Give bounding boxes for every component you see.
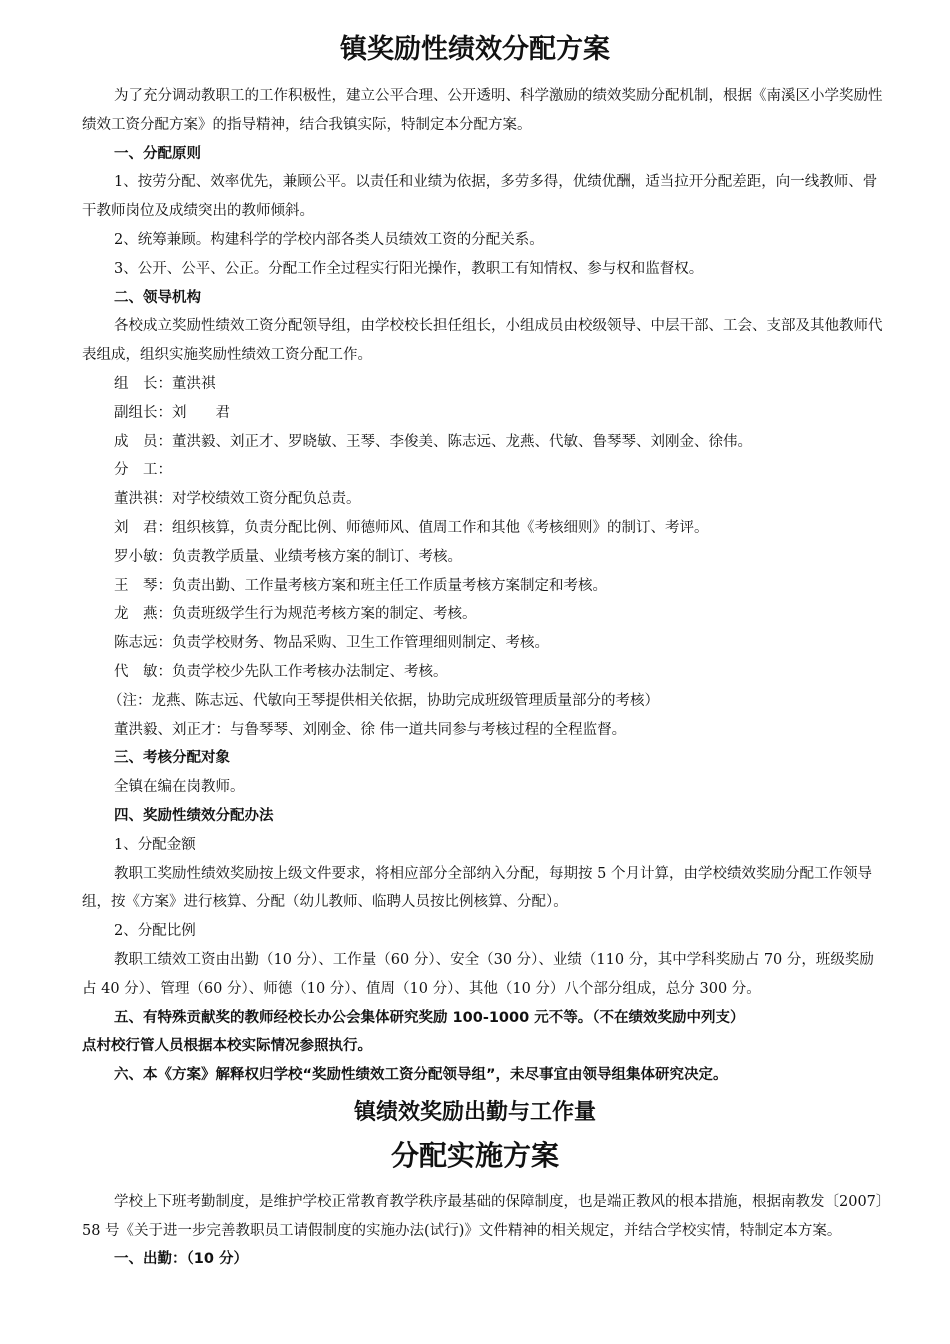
principle-3: 3、公开、公平、公正。分配工作全过程实行阳光操作，教职工有知情权、参与权和监督权。 [114,260,704,277]
target-paragraph: 全镇在编在岗教师。 [114,779,245,796]
principle-1: 1、按劳分配、效率优先，兼顾公平。以责任和业绩为依据，多劳多得，优绩优酬，适当拉开分配差距，向一线教师、骨干教师岗位及成绩突出的教师倾斜。 [82,174,878,220]
doc-title: 镇奖励性绩效分配方案 [340,34,610,65]
subheading-amount: 1、分配金额 [114,836,196,853]
note-line: （注：龙燕、陈志远、代敏向王琴提供相关依据，协助完成班级管理质量部分的考核） [108,692,659,709]
members-line: 成 员：董洪毅、刘正才、罗晓敏、王琴、李俊美、陈志远、龙燕、代敏、鲁琴琴、刘刚金、徐伟。 [114,433,752,450]
duty-line: 王 琴：负责出勤、工作量考核方案和班主任工作质量考核方案制定和考核。 [114,577,607,594]
section-6-line: 六、本《方案》解释权归学校“奖励性绩效工资分配领导组”，未尽事宜由领导组集体研究决定。 [114,1067,728,1084]
duty-line: 陈志远：负责学校财务、物品采购、卫生工作管理细则制定、考核。 [114,635,549,652]
duty-line: 刘 君：组织核算，负责分配比例、师德师风、值周工作和其他《考核细则》的制订、考评。 [114,519,709,536]
section-heading-2: 二、领导机构 [114,289,201,306]
duty-line: 董洪毅、刘正才：与鲁琴琴、刘刚金、徐 伟一道共同参与考核过程的全程监督。 [114,721,627,738]
leadership-intro: 各校成立奖励性绩效工资分配领导组，由学校校长担任组长，小组成员由校级领导、中层干部、工会、支部及其他教师代表组成，组织实施奖励性绩效工资分配工作。 [82,318,883,364]
amount-paragraph: 教职工奖励性绩效奖励按上级文件要求，将相应部分全部纳入分配，每期按 5 个月计算，由学校绩效奖励分配工作领导组，按《方案》进行核算、分配（幼儿教师、临聘人员按比例核算、分配）。 [82,865,872,911]
subheading-ratio: 2、分配比例 [114,923,196,940]
section-heading-3: 三、考核分配对象 [114,750,230,767]
ratio-paragraph: 教职工绩效工资由出勤（10 分）、工作量（60 分）、安全（30 分）、业绩（110 分，其中学科奖励占 70 分，班级奖励占 40 分）、管理（60 分）、师德（10 分）、值周（10 分）、其他（10 分）八个部分组成，总分 300 分。 [82,951,874,997]
duty-line: 董洪祺：对学校绩效工资分配负总责。 [114,491,361,508]
section-heading-1: 一、分配原则 [114,145,201,162]
section-5-note: 点村校行管人员根据本校实际情况参照执行。 [82,1038,372,1055]
section-heading-4: 四、奖励性绩效分配办法 [114,807,274,824]
duty-line: 罗小敏：负责教学质量、业绩考核方案的制订、考核。 [114,548,462,565]
second-doc-intro: 学校上下班考勤制度，是维护学校正常教育教学秩序最基础的保障制度，也是端正教风的根本措施，根据南教发〔2007〕58 号《关于进一步完善教职员工请假制度的实施办法(试行)》文件精神的相关规定，并结合学校实情，特制定本方案。 [82,1193,884,1239]
duty-line: 代 敏：负责学校少先队工作考核办法制定、考核。 [114,663,448,680]
section-5-line: 五、有特殊贡献奖的教师经校长办公会集体研究奖励 100-1000 元不等。（不在绩效奖励中列支） [114,1009,745,1026]
second-doc-title-line1: 镇绩效奖励出勤与工作量 [353,1099,596,1125]
principle-2: 2、统筹兼顾。构建科学的学校内部各类人员绩效工资的分配关系。 [114,231,544,248]
second-doc-section-1: 一、出勤：（10 分） [114,1251,248,1268]
duty-line: 龙 燕：负责班级学生行为规范考核方案的制定、考核。 [114,606,477,623]
second-doc-title-line2: 分配实施方案 [390,1138,559,1172]
division-label: 分 工： [114,462,172,479]
intro-paragraph: 为了充分调动教职工的工作积极性，建立公平合理、公开透明、科学激励的绩效奖励分配机制，根据《南溪区小学奖励性绩效工资分配方案》的指导精神，结合我镇实际，特制定本分配方案。 [82,88,883,133]
vice-leader-line: 副组长：刘 君 [114,404,230,421]
leader-line: 组 长：董洪祺 [114,375,216,392]
